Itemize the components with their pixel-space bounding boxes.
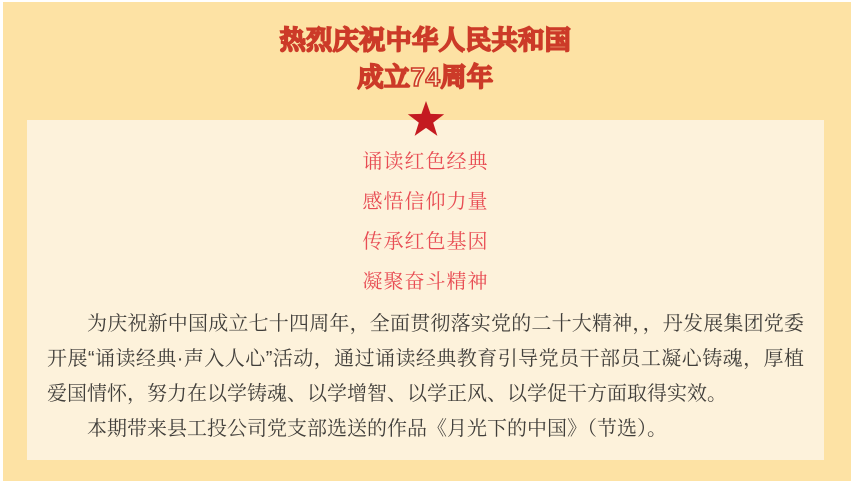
paragraph-episode: 本期带来县工投公司党支部选送的作品《月光下的中国》（节选）。: [87, 418, 667, 440]
banner-title-line2: 成立74周年: [357, 62, 494, 92]
content-card: [27, 120, 824, 460]
slogan-line-4: 凝聚奋斗精神: [362, 271, 489, 293]
slogan-line-3: 传承红色基因: [362, 231, 489, 253]
slogan-list: [27, 120, 824, 302]
article-body: [47, 307, 804, 447]
paragraph-intro: 为庆祝新中国成立七十四周年，全面贯彻落实党的二十大精神，，丹发展集团党委开展“诵读经典·声入人心”活动，通过诵读经典教育引导党员干部员工凝心铸魂，厚植爱国情怀，努力在以学铸魂、以学增智、以学正风、以学促干方面取得实效。: [47, 313, 804, 405]
slogan-line-2: 感悟信仰力量: [362, 191, 489, 213]
banner-title: [0, 22, 851, 96]
slogan-line-1: 诵读红色经典: [362, 151, 489, 173]
banner-title-line1: 热烈庆祝中华人民共和国: [279, 25, 572, 55]
red-star-icon: [407, 101, 445, 137]
